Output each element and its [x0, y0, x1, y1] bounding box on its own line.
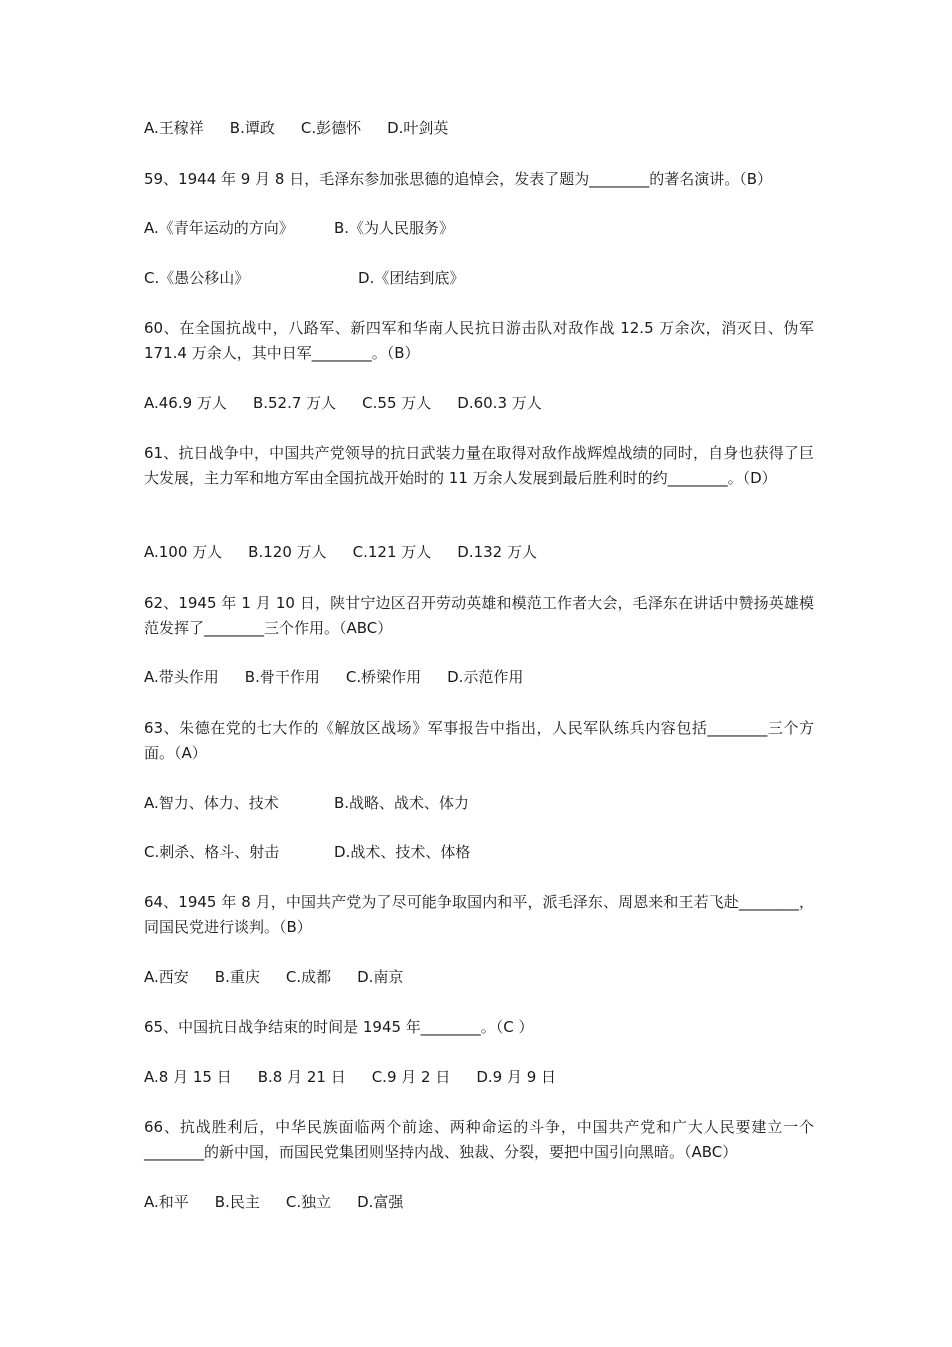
option-a: A.西安	[144, 968, 189, 986]
q61-options	[144, 542, 814, 562]
option-c: C.121 万人	[352, 543, 432, 561]
option-b: B.重庆	[214, 968, 260, 986]
q60-text: 60、在全国抗战中，八路军、新四军和华南人民抗日游击队对敌作战 12.5 万余次，消灭日、伪军 171.4 万余人，其中日军________。（B）	[144, 319, 814, 362]
option-a: A.和平	[144, 1193, 189, 1211]
q63-text: 63、朱德在党的七大作的《解放区战场》军事报告中指出，人民军队练兵内容包括________三个方面。（A）	[144, 719, 814, 762]
option-a: A.王稼祥	[144, 119, 204, 137]
option-b: B.民主	[214, 1193, 260, 1211]
option-b: B.谭政	[229, 119, 275, 137]
option-a: A.带头作用	[144, 668, 219, 686]
q66-options	[144, 1192, 814, 1212]
option-a: A.《青年运动的方向》	[144, 219, 294, 237]
q59-options-row2	[144, 268, 814, 288]
q60-options	[144, 393, 814, 413]
q59-options-row1	[144, 218, 814, 238]
q63-options-row2	[144, 842, 814, 862]
option-c: C.《愚公移山》	[144, 269, 250, 287]
option-c: C.刺杀、格斗、射击	[144, 843, 280, 861]
option-c: C.独立	[285, 1193, 332, 1211]
q61-text: 61、抗日战争中，中国共产党领导的抗日武装力量在取得对敌作战辉煌战绩的同时，自身也获得了巨大发展，主力军和地方军由全国抗战开始时的 11 万余人发展到最后胜利时的约________。（D）	[144, 444, 814, 487]
option-a: A.46.9 万人	[144, 394, 227, 412]
option-c: C.9 月 2 日	[371, 1068, 451, 1086]
option-b: B.52.7 万人	[252, 394, 337, 412]
q64-text: 64、1945 年 8 月，中国共产党为了尽可能争取国内和平，派毛泽东、周恩来和王若飞赴________，同国民党进行谈判。（B）	[144, 893, 814, 936]
option-b: B.战略、战术、体力	[334, 794, 470, 812]
q64-options	[144, 967, 814, 987]
option-a: A.8 月 15 日	[144, 1068, 232, 1086]
option-d: D.9 月 9 日	[476, 1068, 557, 1086]
q65-text: 65、中国抗日战争结束的时间是 1945 年________。（C ）	[144, 1018, 534, 1036]
option-d: D.132 万人	[457, 543, 537, 561]
option-c: C.桥梁作用	[345, 668, 422, 686]
option-a: A.智力、体力、技术	[144, 794, 279, 812]
option-c: C.成都	[285, 968, 332, 986]
option-d: D.《团结到底》	[358, 269, 465, 287]
option-d: D.战术、技术、体格	[334, 843, 471, 861]
option-d: D.示范作用	[447, 668, 524, 686]
option-c: C.彭德怀	[300, 119, 362, 137]
option-d: D.叶剑英	[387, 119, 449, 137]
option-d: D.富强	[357, 1193, 404, 1211]
option-b: B.8 月 21 日	[257, 1068, 346, 1086]
option-c: C.55 万人	[362, 394, 432, 412]
option-b: B.骨干作用	[244, 668, 320, 686]
option-b: B.120 万人	[248, 543, 327, 561]
q62-text: 62、1945 年 1 月 10 日，陕甘宁边区召开劳动英雄和模范工作者大会，毛泽东在讲话中赞扬英雄模范发挥了________三个作用。（ABC）	[144, 594, 814, 637]
q63-options-row1	[144, 793, 814, 813]
option-d: D.南京	[357, 968, 404, 986]
q62-options	[144, 667, 814, 687]
q65-options	[144, 1067, 814, 1087]
q59-text: 59、1944 年 9 月 8 日，毛泽东参加张思德的追悼会，发表了题为________的著名演讲。（B）	[144, 170, 772, 188]
q58-options	[144, 118, 814, 138]
option-a: A.100 万人	[144, 543, 223, 561]
option-d: D.60.3 万人	[457, 394, 542, 412]
q66-text: 66、抗战胜利后，中华民族面临两个前途、两种命运的斗争，中国共产党和广大人民要建立一个________的新中国，而国民党集团则坚持内战、独裁、分裂，要把中国引向黑暗。（ABC）	[144, 1118, 814, 1161]
option-b: B.《为人民服务》	[334, 219, 455, 237]
